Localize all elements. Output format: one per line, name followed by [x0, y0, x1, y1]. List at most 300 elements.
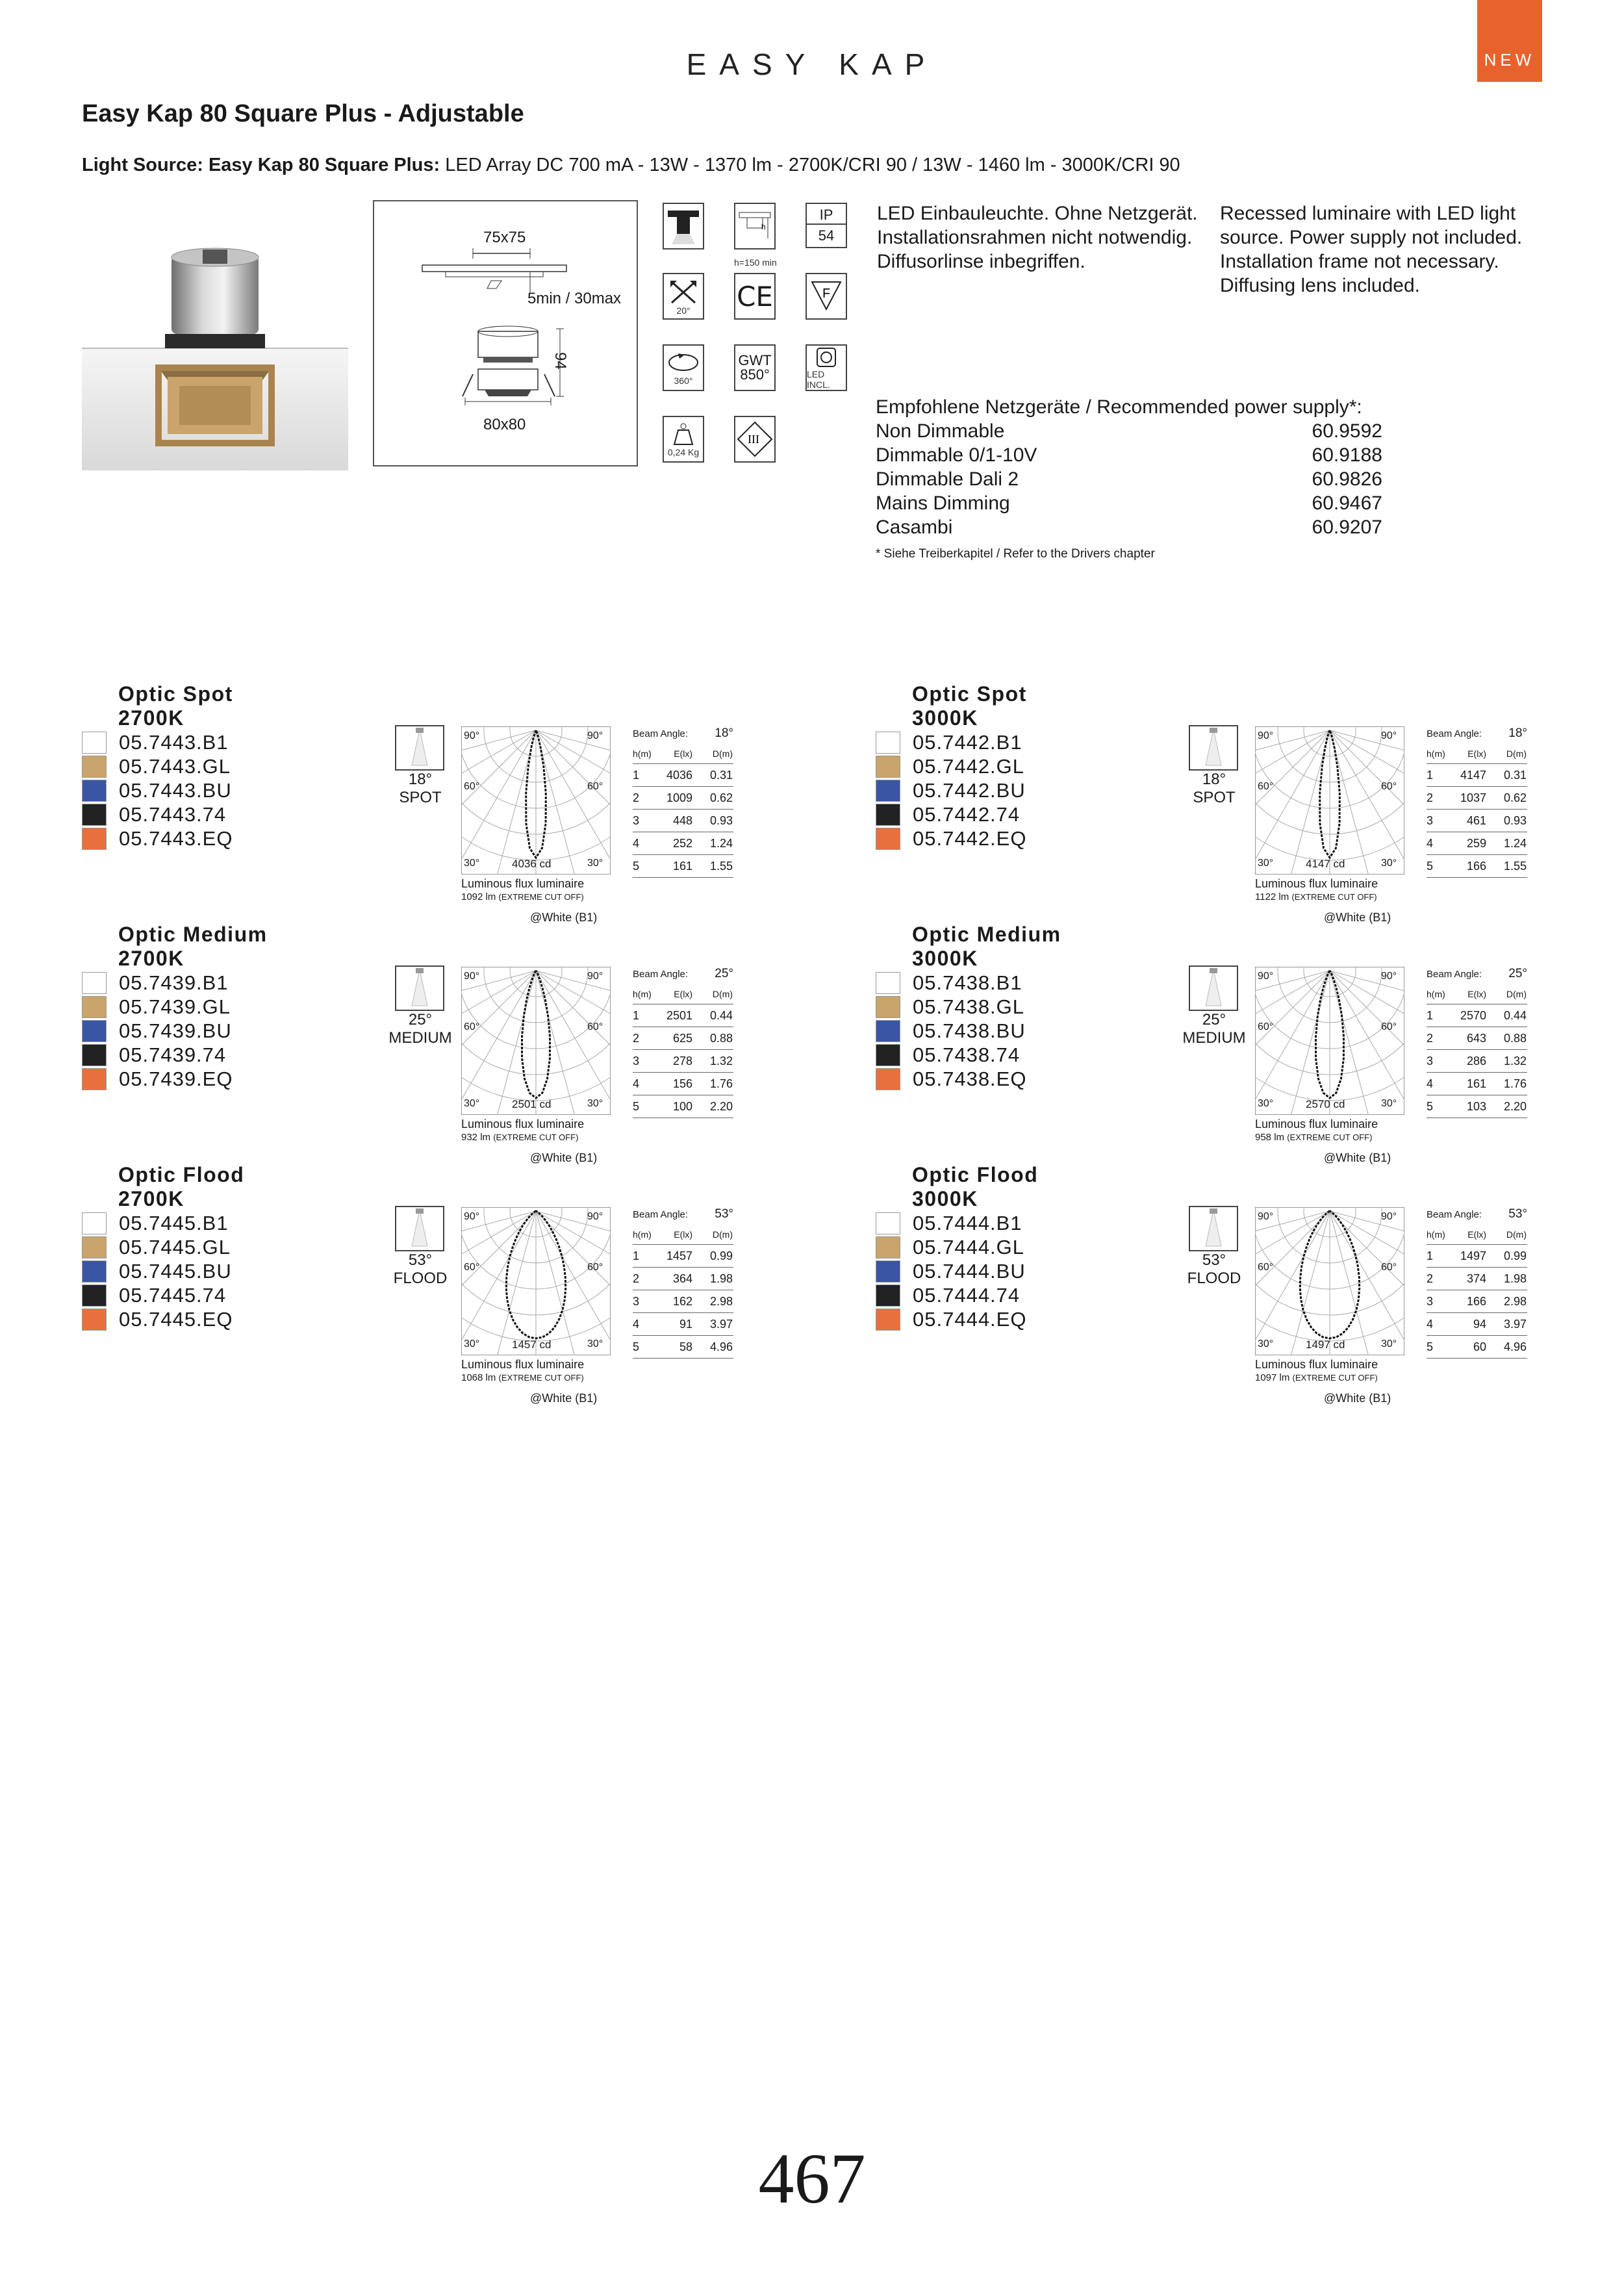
cell-h: 4	[1427, 1317, 1434, 1331]
article-code: 05.7442.BU	[913, 778, 1026, 802]
article-code: 05.7443.EQ	[119, 826, 233, 850]
table-row	[633, 1268, 733, 1290]
cell-h: 3	[1427, 1054, 1434, 1067]
polar-label-60-right: 60°	[1381, 1262, 1397, 1273]
col-h: h(m)	[1427, 748, 1445, 759]
tilt-label: 20°	[676, 305, 691, 316]
power-supply-title: Empfohlene Netzgeräte / Recommended power supply*:	[876, 396, 1362, 418]
light-source-line	[82, 155, 1180, 176]
article-code: 05.7439.GL	[119, 995, 231, 1018]
cell-h: 5	[633, 1340, 640, 1353]
cell-h: 2	[633, 791, 640, 804]
cell-e: 94	[1473, 1317, 1486, 1331]
beam-label	[1178, 771, 1250, 807]
description-en-line: Diffusing lens included.	[1220, 275, 1420, 296]
cell-e: 161	[672, 859, 692, 873]
cell-h: 2	[633, 1031, 640, 1045]
table-row	[633, 1290, 733, 1313]
article-code: 05.7444.EQ	[913, 1307, 1027, 1331]
finish-swatch	[876, 804, 900, 826]
table-header	[1427, 984, 1527, 1004]
article-code: 05.7445.74	[119, 1283, 227, 1307]
flux-label: Luminous flux luminaire	[1255, 1358, 1378, 1371]
article-row	[876, 1211, 1022, 1235]
article-row	[82, 1043, 226, 1067]
beam-icon	[1189, 725, 1238, 771]
lumen-value: 1122 lm	[1255, 891, 1289, 902]
depth-dimension: 5min / 30max	[527, 290, 622, 307]
article-row	[876, 730, 1022, 754]
dimension-drawing	[373, 200, 638, 466]
cell-d: 1.76	[1503, 1077, 1527, 1090]
finish-swatch	[876, 732, 900, 754]
finish-swatch	[82, 804, 107, 826]
polar-label-90-left: 90°	[464, 1211, 480, 1222]
beam-angle-row	[1427, 964, 1527, 984]
polar-label-30-left: 30°	[1258, 858, 1274, 869]
col-d: D(m)	[712, 988, 733, 999]
cell-d: 1.55	[709, 859, 733, 873]
article-row	[82, 995, 231, 1019]
cell-e: 58	[679, 1340, 692, 1353]
power-supply-row	[876, 467, 1382, 491]
cell-h: 2	[1427, 1271, 1434, 1285]
polar-label-90-left: 90°	[464, 730, 480, 741]
article-row	[82, 730, 229, 754]
polar-label-90-left: 90°	[1258, 1211, 1274, 1222]
cell-h: 5	[1427, 1099, 1434, 1113]
finish-swatch	[876, 1020, 900, 1042]
table-row	[1427, 1245, 1527, 1268]
cell-h: 4	[633, 836, 640, 850]
polar-label-30-right: 30°	[587, 1098, 603, 1109]
table-row	[1427, 1073, 1527, 1095]
col-h: h(m)	[1427, 1229, 1445, 1240]
table-row	[1427, 855, 1527, 878]
group-title	[912, 1163, 1038, 1211]
beam-angle-label: Beam Angle:	[633, 1208, 689, 1220]
finish-swatch	[82, 996, 107, 1018]
beam-type: SPOT	[1193, 789, 1236, 806]
group-cct: 3000K	[912, 706, 978, 730]
group-cct: 2700K	[118, 947, 184, 970]
cell-h: 4	[1427, 836, 1434, 850]
group-title-line: Optic Flood	[912, 1163, 1039, 1186]
flux-value	[1255, 1132, 1372, 1143]
weight-icon	[663, 416, 704, 463]
cell-e: 643	[1466, 1031, 1486, 1045]
polar-label-90-left: 90°	[1258, 971, 1274, 982]
group-cct: 2700K	[118, 1187, 184, 1210]
lumen-value: 1068 lm	[461, 1372, 496, 1383]
flux-value	[1255, 1372, 1378, 1383]
article-row	[82, 1067, 233, 1091]
article-code: 05.7442.74	[913, 802, 1021, 826]
finish-swatch	[82, 780, 107, 802]
finish-swatch	[876, 996, 900, 1018]
article-code: 05.7444.B1	[913, 1211, 1022, 1234]
flux-value	[461, 1372, 584, 1383]
table-row	[633, 1245, 733, 1268]
article-row	[876, 826, 1026, 850]
flux-label: Luminous flux luminaire	[1255, 1118, 1378, 1131]
ceiling-height-icon	[734, 203, 776, 249]
light-source-text: LED Array DC 700 mA - 13W - 1370 lm - 2700K/CRI 90 / 13W - 1460 lm - 3000K/CRI 90	[445, 155, 1180, 175]
white-note: @White (B1)	[530, 1392, 598, 1405]
cell-e: 166	[1466, 859, 1486, 873]
article-row	[82, 1019, 232, 1043]
finish-swatch	[876, 1260, 900, 1283]
article-row	[876, 1019, 1026, 1043]
description-de-line: LED Einbauleuchte. Ohne Netzgerät.	[877, 203, 1198, 224]
glow-wire-icon	[734, 344, 776, 391]
series-title: EASY KAP	[686, 47, 938, 81]
table-row	[633, 1027, 733, 1050]
group-cct: 3000K	[912, 1187, 978, 1210]
description-en-line: source. Power supply not included.	[1220, 227, 1523, 248]
cell-e: 461	[1466, 813, 1486, 827]
psu-name: Dimmable 0/1-10V	[876, 444, 1037, 466]
table-row	[1427, 1290, 1527, 1313]
beam-label	[1178, 1011, 1250, 1047]
article-code: 05.7438.BU	[913, 1019, 1026, 1042]
beam-icon	[395, 725, 444, 771]
polar-diagram	[461, 967, 611, 1115]
article-row	[876, 802, 1020, 826]
cell-e: 4036	[666, 768, 692, 782]
frame-dimension: 80x80	[483, 416, 526, 433]
table-header	[1427, 1224, 1527, 1245]
finish-swatch	[82, 1284, 107, 1307]
cell-e: 1009	[666, 791, 692, 804]
beam-label	[385, 771, 456, 807]
beam-icon	[395, 1206, 444, 1251]
led-included-label: LED INCL.	[807, 369, 830, 390]
ip-label: IP	[819, 207, 833, 223]
cell-d: 1.55	[1503, 859, 1527, 873]
article-row	[82, 1307, 233, 1331]
group-cct: 3000K	[912, 947, 978, 970]
flux-label: Luminous flux luminaire	[461, 1118, 585, 1131]
tilt-icon	[663, 273, 704, 320]
finish-swatch	[876, 1236, 900, 1258]
flux-label: Luminous flux luminaire	[461, 877, 585, 890]
cell-d: 0.93	[1503, 813, 1527, 827]
beam-type: MEDIUM	[388, 1029, 452, 1047]
beam-angle-label: Beam Angle:	[1427, 728, 1482, 739]
article-code: 05.7439.EQ	[119, 1067, 233, 1090]
cell-h: 3	[633, 1054, 640, 1067]
article-row	[876, 971, 1022, 995]
cell-d: 2.20	[1503, 1099, 1527, 1113]
cell-d: 0.88	[709, 1031, 733, 1045]
beam-degree: 18°	[1202, 771, 1226, 788]
ce-mark-icon: CE	[734, 273, 776, 320]
peak-intensity: 1457 cd	[512, 1338, 552, 1351]
illuminance-table	[1427, 1205, 1527, 1359]
cell-e: 278	[672, 1054, 692, 1067]
beam-angle-value: 18°	[715, 726, 733, 740]
polar-label-90-right: 90°	[1381, 730, 1397, 741]
group-cct: 2700K	[118, 706, 184, 730]
polar-label-30-left: 30°	[1258, 1338, 1274, 1349]
beam-degree: 25°	[408, 1011, 433, 1028]
article-code: 05.7445.GL	[119, 1235, 231, 1258]
article-code: 05.7445.EQ	[119, 1307, 233, 1331]
col-e: E(lx)	[1467, 988, 1486, 999]
cell-d: 1.76	[709, 1077, 733, 1090]
cell-h: 1	[1427, 768, 1434, 782]
beam-degree: 25°	[1202, 1011, 1226, 1028]
cutout-dimension: 75x75	[483, 229, 526, 246]
article-code: 05.7438.B1	[913, 971, 1022, 994]
col-h: h(m)	[633, 1229, 652, 1240]
cell-e: 252	[672, 836, 692, 850]
table-row	[633, 787, 733, 810]
article-code: 05.7443.BU	[119, 778, 232, 802]
beam-icon	[1189, 965, 1238, 1011]
group-title-line: Optic Medium	[912, 923, 1061, 946]
description-en-line: Installation frame not necessary.	[1220, 251, 1499, 272]
finish-swatch	[82, 1212, 107, 1234]
polar-label-60-left: 60°	[1258, 1262, 1274, 1273]
table-row	[633, 1095, 733, 1118]
polar-label-30-left: 30°	[464, 1098, 480, 1109]
peak-intensity: 2570 cd	[1306, 1098, 1345, 1110]
beam-angle-value: 53°	[715, 1207, 733, 1221]
cutoff-label: (EXTREME CUT OFF)	[498, 892, 584, 902]
article-row	[82, 971, 229, 995]
cell-d: 1.32	[1503, 1054, 1527, 1067]
polar-diagram	[461, 726, 611, 875]
article-row	[82, 754, 231, 778]
psu-name: Dimmable Dali 2	[876, 468, 1019, 490]
polar-label-90-right: 90°	[587, 1211, 603, 1222]
group-title-line: Optic Medium	[118, 923, 268, 946]
cutoff-label: (EXTREME CUT OFF)	[1292, 1373, 1378, 1383]
polar-label-60-left: 60°	[1258, 781, 1274, 792]
cell-h: 4	[633, 1317, 640, 1331]
table-row	[1427, 810, 1527, 832]
cell-h: 2	[1427, 791, 1434, 804]
table-row	[633, 810, 733, 832]
cell-e: 286	[1466, 1054, 1486, 1067]
cell-e: 1037	[1460, 791, 1486, 804]
beam-angle-label: Beam Angle:	[633, 728, 689, 739]
cell-h: 2	[1427, 1031, 1434, 1045]
table-row	[1427, 1268, 1527, 1290]
finish-swatch	[82, 1068, 107, 1090]
cell-d: 1.32	[709, 1054, 733, 1067]
polar-label-60-right: 60°	[587, 1021, 603, 1032]
cell-e: 1457	[666, 1249, 692, 1262]
cell-d: 3.97	[1503, 1317, 1527, 1331]
table-row	[633, 1073, 733, 1095]
flux-value	[461, 1132, 578, 1143]
led-included-icon	[806, 344, 847, 391]
polar-label-60-left: 60°	[464, 1262, 480, 1273]
power-supply-block	[876, 395, 1382, 561]
beam-degree: 18°	[408, 771, 433, 788]
description-en-line: Recessed luminaire with LED light	[1220, 203, 1516, 224]
finish-swatch	[82, 972, 107, 994]
lumen-value: 932 lm	[461, 1132, 491, 1143]
polar-diagram	[461, 1207, 611, 1355]
min-height-label: h=150 min	[734, 257, 777, 268]
power-supply-row	[876, 515, 1382, 539]
article-code: 05.7439.BU	[119, 1019, 232, 1042]
beam-angle-row	[633, 964, 733, 984]
table-header	[633, 1224, 733, 1245]
finish-swatch	[82, 1044, 107, 1066]
cutoff-label: (EXTREME CUT OFF)	[493, 1132, 579, 1142]
cell-h: 3	[1427, 813, 1434, 827]
finish-swatch	[876, 1284, 900, 1307]
beam-label	[1178, 1251, 1250, 1288]
gwt-label: GWT	[738, 352, 772, 368]
beam-label	[385, 1251, 456, 1288]
article-code: 05.7445.B1	[119, 1211, 229, 1234]
cell-e: 91	[679, 1317, 692, 1331]
polar-label-30-left: 30°	[464, 1338, 480, 1349]
finish-swatch	[82, 756, 107, 778]
article-row	[876, 1235, 1024, 1259]
beam-degree: 53°	[408, 1251, 433, 1269]
group-title	[118, 923, 268, 971]
finish-swatch	[876, 1068, 900, 1090]
article-row	[876, 1043, 1020, 1067]
new-badge: NEW	[1477, 0, 1542, 82]
col-e: E(lx)	[674, 748, 692, 759]
table-row	[1427, 1313, 1527, 1336]
cell-e: 156	[672, 1077, 692, 1090]
cell-d: 1.98	[1503, 1271, 1527, 1285]
cell-d: 1.98	[709, 1271, 733, 1285]
finish-swatch	[876, 780, 900, 802]
finish-swatch	[82, 1260, 107, 1283]
cell-h: 3	[1427, 1294, 1434, 1308]
cell-h: 1	[633, 768, 640, 782]
beam-angle-value: 53°	[1508, 1207, 1527, 1221]
product-title: Easy Kap 80 Square Plus - Adjustable	[82, 100, 524, 127]
finish-swatch	[82, 1020, 107, 1042]
table-row	[1427, 1050, 1527, 1073]
psu-code: 60.9188	[1312, 444, 1382, 466]
cell-d: 0.88	[1503, 1031, 1527, 1045]
col-e: E(lx)	[1467, 1229, 1486, 1240]
beam-label	[385, 1011, 456, 1047]
article-code: 05.7442.EQ	[913, 826, 1027, 850]
description-de	[877, 201, 1198, 274]
cell-h: 5	[1427, 859, 1434, 873]
beam-angle-row	[1427, 724, 1527, 743]
polar-label-30-right: 30°	[587, 1338, 603, 1349]
cell-d: 0.93	[709, 813, 733, 827]
class-iii-icon	[734, 416, 776, 463]
finish-swatch	[876, 1309, 900, 1331]
class-iii-text: III	[748, 433, 759, 446]
cell-d: 0.31	[1503, 768, 1527, 782]
article-row	[82, 1259, 232, 1283]
lumen-value: 1097 lm	[1255, 1372, 1290, 1383]
group-title	[118, 1163, 244, 1211]
peak-intensity: 4147 cd	[1306, 858, 1345, 870]
cell-h: 5	[1427, 1340, 1434, 1353]
cell-d: 0.44	[1503, 1008, 1527, 1022]
col-h: h(m)	[633, 988, 652, 999]
cell-e: 2501	[666, 1008, 692, 1022]
cell-h: 5	[633, 1099, 640, 1113]
cell-e: 364	[672, 1271, 692, 1285]
article-code: 05.7438.GL	[913, 995, 1025, 1018]
cell-d: 0.62	[709, 791, 733, 804]
f-mark-icon	[806, 273, 847, 320]
polar-label-90-right: 90°	[1381, 971, 1397, 982]
beam-icon	[395, 965, 444, 1011]
rotation-label: 360°	[674, 376, 693, 386]
col-h: h(m)	[1427, 988, 1445, 999]
table-header	[633, 984, 733, 1004]
beam-degree: 53°	[1202, 1251, 1226, 1269]
polar-label-90-right: 90°	[587, 971, 603, 982]
psu-code: 60.9826	[1312, 468, 1382, 490]
polar-label-30-right: 30°	[1381, 1338, 1397, 1349]
article-row	[82, 778, 232, 802]
white-note: @White (B1)	[1324, 1151, 1391, 1164]
finish-swatch	[876, 756, 900, 778]
cell-e: 625	[672, 1031, 692, 1045]
article-row	[82, 1235, 231, 1259]
peak-intensity: 4036 cd	[512, 858, 552, 870]
power-supply-row	[876, 491, 1382, 515]
cell-e: 4147	[1460, 768, 1486, 782]
finish-swatch	[876, 972, 900, 994]
cell-d: 2.98	[1503, 1294, 1527, 1308]
cell-e: 2570	[1460, 1008, 1486, 1022]
col-d: D(m)	[1506, 748, 1527, 759]
cell-d: 0.99	[709, 1249, 733, 1262]
psu-code: 60.9467	[1312, 492, 1382, 514]
polar-label-60-right: 60°	[587, 1262, 603, 1273]
article-row	[876, 1259, 1026, 1283]
cell-e: 100	[672, 1099, 692, 1113]
polar-label-90-right: 90°	[1381, 1211, 1397, 1222]
article-code: 05.7443.GL	[119, 754, 231, 778]
ip-value: 54	[807, 224, 846, 244]
table-row	[633, 855, 733, 878]
cell-h: 1	[633, 1249, 640, 1262]
group-title	[912, 923, 1061, 971]
cell-d: 2.20	[709, 1099, 733, 1113]
article-row	[82, 826, 233, 850]
polar-label-90-left: 90°	[464, 971, 480, 982]
f-mark-text: F	[822, 287, 831, 301]
table-header	[1427, 743, 1527, 764]
article-row	[82, 802, 226, 826]
illuminance-table	[1427, 964, 1527, 1118]
article-code: 05.7438.EQ	[913, 1067, 1027, 1090]
illuminance-table	[633, 964, 733, 1118]
article-row	[82, 1283, 226, 1307]
power-supply-row	[876, 443, 1382, 467]
beam-angle-value: 18°	[1508, 726, 1527, 740]
table-row	[1427, 1336, 1527, 1359]
flux-label: Luminous flux luminaire	[461, 1358, 585, 1371]
description-en	[1220, 201, 1522, 298]
white-note: @White (B1)	[530, 911, 598, 924]
group-title-line: Optic Flood	[118, 1163, 245, 1186]
cell-e: 161	[1466, 1077, 1486, 1090]
